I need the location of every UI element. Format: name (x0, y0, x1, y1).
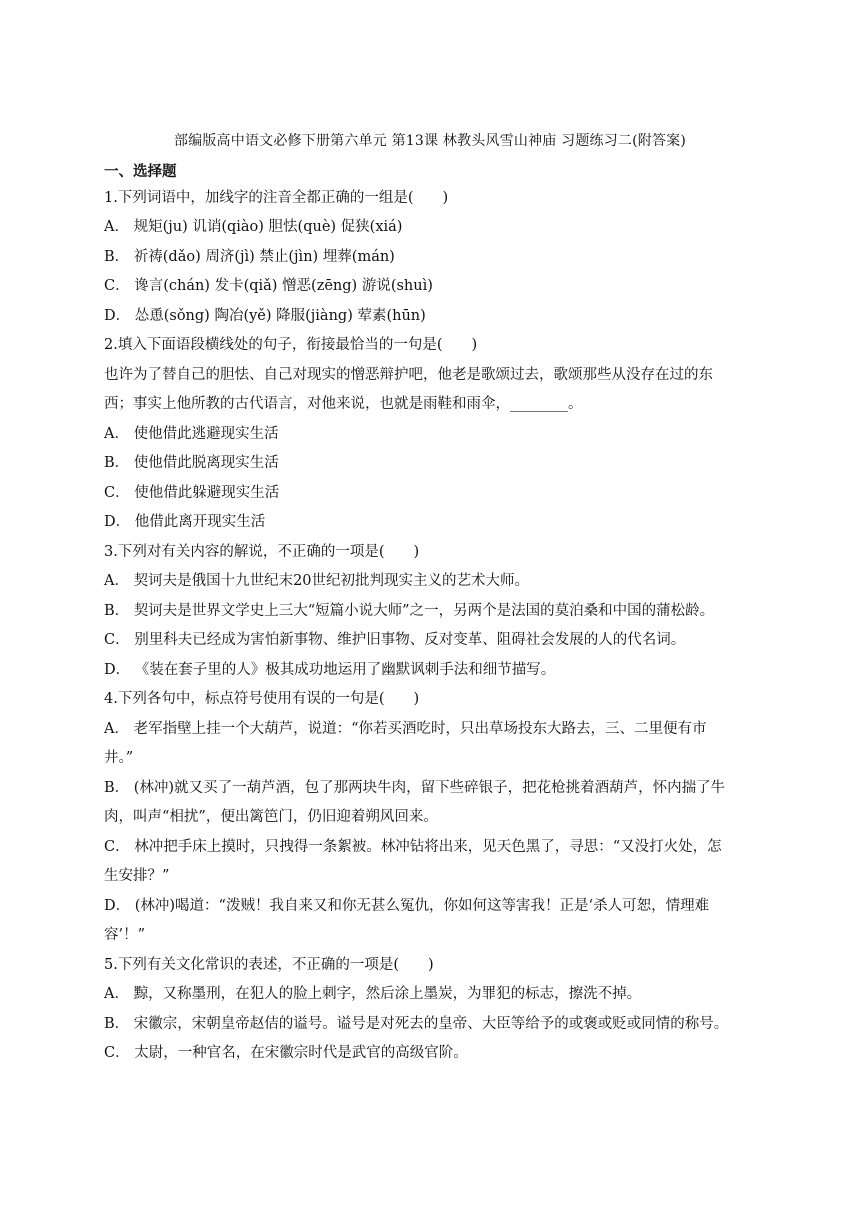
section-heading: 一、选择题 (104, 163, 177, 180)
question-2-option-c: C． 使他借此躲避现实生活 (104, 485, 280, 501)
question-3-option-d: D． 《装在套子里的人》极其成功地运用了幽默讽刺手法和细节描写。 (104, 662, 556, 678)
question-2-option-a: A． 使他借此逃避现实生活 (104, 426, 279, 442)
question-4-option-c-line-1: C． 林冲把手床上摸时，只拽得一条絮被。林冲钻将出来，见天色黑了，寻思：“又没打火处，怎 (104, 839, 722, 855)
question-4-option-d-line-2: 容’！” (104, 927, 146, 943)
document-title: 部编版高中语文必修下册第六单元 第13课 林教头风雪山神庙 习题练习二(附答案) (173, 133, 687, 149)
question-4-stem: 4.下列各句中，标点符号使用有误的一句是( ) (104, 691, 420, 707)
question-2-option-b: B． 使他借此脱离现实生活 (104, 455, 279, 471)
question-1-option-b: B． 祈祷(dǎo) 周济(jì) 禁止(jìn) 埋葬(mán) (104, 249, 395, 265)
question-2-passage-line-1: 也许为了替自己的胆怯、自己对现实的憎恶辩护吧，他老是歌颂过去，歌颂那些从没存在过的东 (104, 367, 713, 383)
question-3-option-b: B． 契诃夫是世界文学史上三大“短篇小说大师”之一，另两个是法国的莫泊桑和中国的蒲松龄。 (104, 603, 715, 619)
question-3-option-c: C． 别里科夫已经成为害怕新事物、维护旧事物、反对变革、阻碍社会发展的人的代名词。 (104, 632, 686, 648)
question-4-option-a-line-2: 井。” (104, 750, 134, 766)
question-3-option-a: A． 契诃夫是俄国十九世纪末20世纪初批判现实主义的艺术大师。 (104, 573, 530, 589)
question-2-option-d: D． 他借此离开现实生活 (104, 514, 266, 530)
question-2-passage-line-2: 西；事实上他所教的古代语言，对他来说，也就是雨鞋和雨伞，________。 (104, 396, 583, 412)
question-4-option-b-line-1: B． (林冲)就又买了一葫芦酒，包了那两块牛肉，留下些碎银子，把花枪挑着酒葫芦，怀内揣了牛 (104, 780, 726, 796)
question-4-option-c-line-2: 生安排？” (104, 868, 170, 884)
question-2-stem: 2.填入下面语段横线处的句子，衔接最恰当的一句是( ) (104, 337, 478, 353)
question-3-stem: 3.下列对有关内容的解说，不正确的一项是( ) (104, 544, 420, 560)
question-4-option-d-line-1: D． (林冲)喝道：“泼贼！我自来又和你无甚么冤仇，你如何这等害我！正是‘杀人可恕，情理难 (104, 898, 710, 914)
question-1-option-d: D． 怂恿(sǒng) 陶冶(yě) 降服(jiàng) 荤素(hūn) (104, 308, 426, 324)
question-1-option-a: A． 规矩(ju) 讥诮(qiào) 胆怯(què) 促狭(xiá) (104, 219, 403, 235)
question-1-option-c: C． 谗言(chán) 发卡(qiǎ) 憎恶(zēng) 游说(shuì) (104, 278, 433, 294)
question-5-option-c: C． 太尉，一种官名，在宋徽宗时代是武官的高级官阶。 (104, 1045, 468, 1061)
question-5-stem: 5.下列有关文化常识的表述，不正确的一项是( ) (104, 957, 434, 973)
question-5-option-a: A． 黥，又称墨刑，在犯人的脸上刺字，然后涂上墨炭，为罪犯的标志，擦洗不掉。 (104, 986, 642, 1002)
question-1-stem: 1.下列词语中，加线字的注音全都正确的一组是( ) (104, 190, 449, 206)
question-5-option-b: B． 宋徽宗，宋朝皇帝赵佶的谥号。谥号是对死去的皇帝、大臣等给予的或褒或贬或同情的称号。 (104, 1016, 729, 1032)
question-4-option-b-line-2: 肉，叫声“相扰”，便出篱笆门，仍旧迎着朔风回来。 (104, 809, 438, 825)
question-4-option-a-line-1: A． 老军指壁上挂一个大葫芦，说道：“你若买酒吃时，只出草场投东大路去，三、二里便有市 (104, 721, 707, 737)
